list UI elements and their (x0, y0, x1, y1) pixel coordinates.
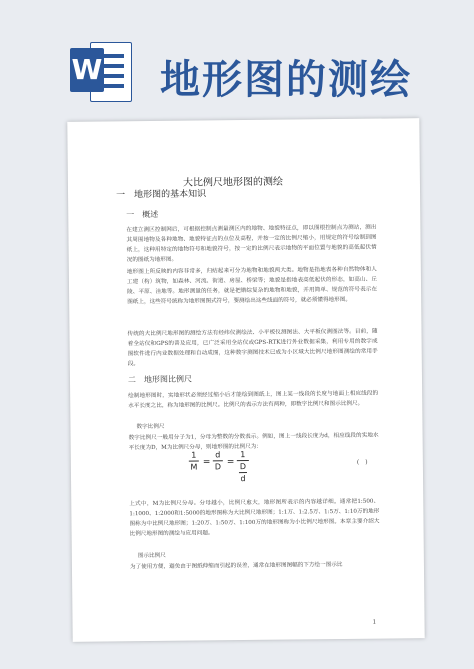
document-title: 大比例尺地形图的测绘 (182, 176, 283, 189)
formula-num: d (215, 450, 221, 460)
formula-den: M (190, 462, 198, 472)
equation-number: ( ) (356, 458, 368, 466)
formula-fraction-rhs (237, 450, 249, 483)
subsection-heading-overview: 一 概述 (126, 209, 159, 220)
paragraph-1: 在建立测区控制网后，可根据控制点测量测区内的地物、地貌特征点，即以图根控制点为测站，测出其周围地物及各种地物、地貌特征点的点位及高程，并按一定的比例尺缩小，用规定的符号绘制到图纸上，这种用特定的地物符号和地貌符号，按一定的比例尺表示地物的平面位置与地貌的高低起伏情况的图纸为地形图。 (126, 224, 377, 264)
paragraph-5: 数字比例尺一般用分子为1，分母为整数的分数表示。例如，图上一线段长度为d，相应线段的实地水平长度为D，M为比例尺分母，则地形图的比例尺为： (128, 432, 379, 452)
banner-title: 地形图的测绘 (160, 57, 412, 103)
formula-equals: = (202, 457, 211, 468)
formula-den: D (239, 462, 247, 472)
paragraph-2: 地形图上所反映的内容非常多，归结起来可分为地物和地貌两大类。地物是指地表各种自然物体和人工建（构）筑物，如森林、河流、街道、房屋、桥梁等；地貌是指地表高低起伏的形态，如高山、丘陵、平原、洼地等。地形测量的任务，就是把错综复杂的地物和地貌，并用简单、规范的符号表示在图纸上，这些符号统称为地形图图式符号，要测绘出这些线面的符号，就必须懂得地形图。 (126, 266, 378, 306)
formula-num: 1 (240, 450, 246, 460)
document-page (67, 118, 424, 642)
formula-equals: = (226, 457, 235, 468)
word-icon (70, 40, 132, 102)
subsection-heading-graphic-scale: 图示比例尺 (137, 552, 166, 560)
subsection-heading-numeric-scale: 数字比例尺 (136, 423, 165, 431)
paragraph-4: 绘制地形图时，实地形状必须经过缩小后才能绘到图纸上，图上某一线段的长度与地面上相应线段的水平长度之比，称为地形图的比例尺。比例尺的表示方法有两种，即数字比例尺和图示比例尺。 (128, 390, 379, 410)
page-number: 1 (372, 618, 377, 626)
formula-fraction-mid (213, 450, 223, 471)
paragraph-3: 传统的大比例尺地形图的测绘方法有经纬仪测绘法、小平板仪测图法、大平板仪测图法等。目前，随着全站仪和GPS的普及应用，已广泛采用全站仪或GPS-RTK进行外业数据采集，利用专用的数字成图软件进行内业数据处理和自动成图，这种数字测图技术已成为小区域大比例尺地形图测绘的常用手段。 (127, 328, 378, 368)
paragraph-7: 为了使用方便，避免由于图纸伸缩而引起的误差，通常在地形图图幅的下方绘一图示比 (129, 561, 343, 571)
paragraph-6: 上式中，M为比例尺分母。分母越小，比例尺愈大，地形图所表示的内容越详细。通常把1:500、1:1000、1:2000和1:5000的地形图称为大比例尺地形图；1:1万、1:2.5万、1:5万、1:10万的地形图称为中比例尺地形图；1:20万、1:50万、1:100万的地形图称为小比例尺地形图。本章主要介绍大比例尺地形图的测绘与应用问题。 (129, 498, 380, 538)
word-logo-letter: W (70, 48, 104, 92)
formula-den: D (214, 462, 222, 472)
formula-den-2: d (240, 474, 246, 484)
formula-fraction-lhs (189, 450, 199, 471)
section-heading-1: 一 地形图的基本知识 (116, 189, 207, 201)
section-heading-2: 二 地形图比例尺 (127, 374, 193, 385)
formula-num: 1 (191, 450, 197, 460)
